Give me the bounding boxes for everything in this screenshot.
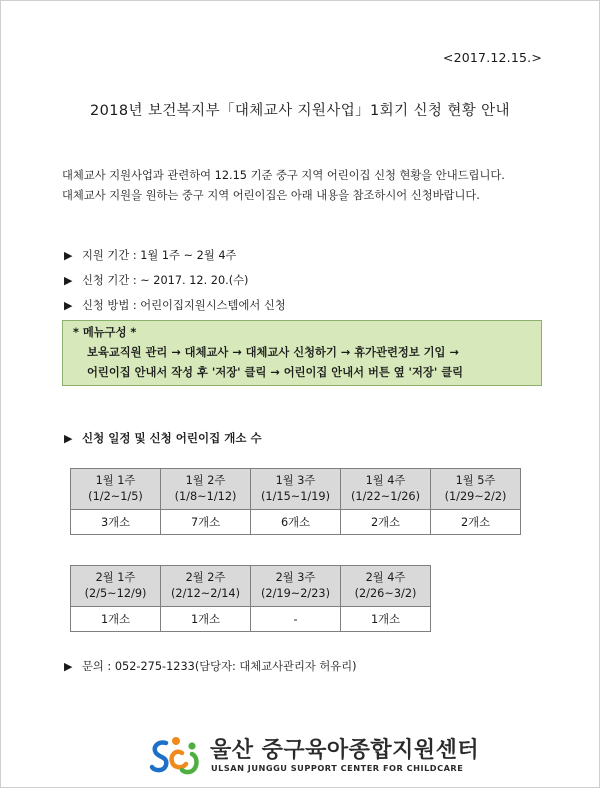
menu-path-line: 어린이집 안내서 작성 후 '저장' 클릭 → 어린이집 안내서 버튼 옆 '저장' 클릭 <box>87 366 464 379</box>
count-cell: 2개소 <box>341 510 431 535</box>
week-range: (2/5~12/9) <box>84 587 147 600</box>
bullet-triangle-icon: ▶ <box>64 432 73 445</box>
menu-heading: * 메뉴구성 * <box>73 326 137 339</box>
contact-text: 문의 : 052-275-1233(담당자: 대체교사관리자 허유리) <box>82 660 357 673</box>
week-label: 1월 1주 <box>95 474 136 487</box>
info-list <box>64 246 286 321</box>
week-label: 1월 5주 <box>455 474 496 487</box>
count-cell: 6개소 <box>251 510 341 535</box>
count-cell: - <box>251 607 341 632</box>
info-text: 신청 방법 : 어린이집지원시스템에서 신청 <box>82 299 286 312</box>
organization-name-english: ULSAN JUNGGU SUPPORT CENTER FOR CHILDCARE <box>211 763 464 773</box>
intro-line: 대체교사 지원사업과 관련하여 12.15 기준 중구 지역 어린이집 신청 현황을 안내드립니다. <box>62 169 505 182</box>
week-range: (1/15~1/19) <box>260 490 331 503</box>
info-application-method <box>64 296 286 321</box>
week-label: 1월 3주 <box>275 474 316 487</box>
week-range: (1/29~2/2) <box>444 490 507 503</box>
schedule-table-february <box>70 565 431 632</box>
info-application-period <box>64 271 286 296</box>
week-header-cell <box>71 469 161 510</box>
document-title: 2018년 보건복지부「대체교사 지원사업」1회기 신청 현황 안내 <box>90 103 510 119</box>
count-cell: 7개소 <box>161 510 251 535</box>
week-header-cell <box>251 566 341 607</box>
table-header-row <box>71 469 521 510</box>
menu-structure-box <box>62 320 542 386</box>
week-label: 2월 1주 <box>95 571 136 584</box>
week-header-cell <box>71 566 161 607</box>
intro-paragraph <box>62 166 505 206</box>
week-label: 1월 2주 <box>185 474 226 487</box>
intro-line: 대체교사 지원을 원하는 중구 지역 어린이집은 아래 내용을 참조하시어 신청바랍니다. <box>62 189 480 202</box>
organization-name-korean: 울산 중구육아종합지원센터 <box>210 738 480 763</box>
week-range: (1/2~1/5) <box>88 490 143 503</box>
info-support-period <box>64 246 286 271</box>
count-cell: 1개소 <box>161 607 251 632</box>
schedule-heading-text: 신청 일정 및 신청 어린이집 개소 수 <box>82 431 262 445</box>
contact-info <box>64 658 357 674</box>
week-header-cell <box>161 566 251 607</box>
week-range: (2/12~2/14) <box>170 587 241 600</box>
week-header-cell <box>431 469 521 510</box>
count-cell: 3개소 <box>71 510 161 535</box>
table-row <box>71 510 521 535</box>
table-header-row <box>71 566 431 607</box>
week-header-cell <box>341 566 431 607</box>
childcare-center-logo-icon <box>148 735 202 777</box>
info-text: 신청 기간 : ~ 2017. 12. 20.(수) <box>82 274 249 287</box>
info-text: 지원 기간 : 1월 1주 ~ 2월 4주 <box>82 249 237 262</box>
week-header-cell <box>341 469 431 510</box>
bullet-triangle-icon: ▶ <box>64 660 73 673</box>
count-cell: 2개소 <box>431 510 521 535</box>
week-label: 2월 4주 <box>365 571 406 584</box>
week-label: 1월 4주 <box>365 474 406 487</box>
week-range: (2/19~2/23) <box>260 587 331 600</box>
count-cell: 1개소 <box>341 607 431 632</box>
week-range: (1/22~1/26) <box>350 490 421 503</box>
week-range: (2/26~3/2) <box>354 587 417 600</box>
table-row <box>71 607 431 632</box>
bullet-triangle-icon: ▶ <box>64 299 73 312</box>
document-date: <2017.12.15.> <box>442 50 542 65</box>
week-header-cell <box>251 469 341 510</box>
week-range: (1/8~1/12) <box>174 490 237 503</box>
bullet-triangle-icon: ▶ <box>64 274 73 287</box>
schedule-heading <box>64 430 262 446</box>
bullet-triangle-icon: ▶ <box>64 249 73 262</box>
schedule-table-january <box>70 468 521 535</box>
week-header-cell <box>161 469 251 510</box>
menu-path-line: 보육교직원 관리 → 대체교사 → 대체교사 신청하기 → 휴가관련정보 기입 → <box>87 346 459 359</box>
footer-logo-block <box>148 735 480 777</box>
week-label: 2월 2주 <box>185 571 226 584</box>
week-label: 2월 3주 <box>275 571 316 584</box>
count-cell: 1개소 <box>71 607 161 632</box>
